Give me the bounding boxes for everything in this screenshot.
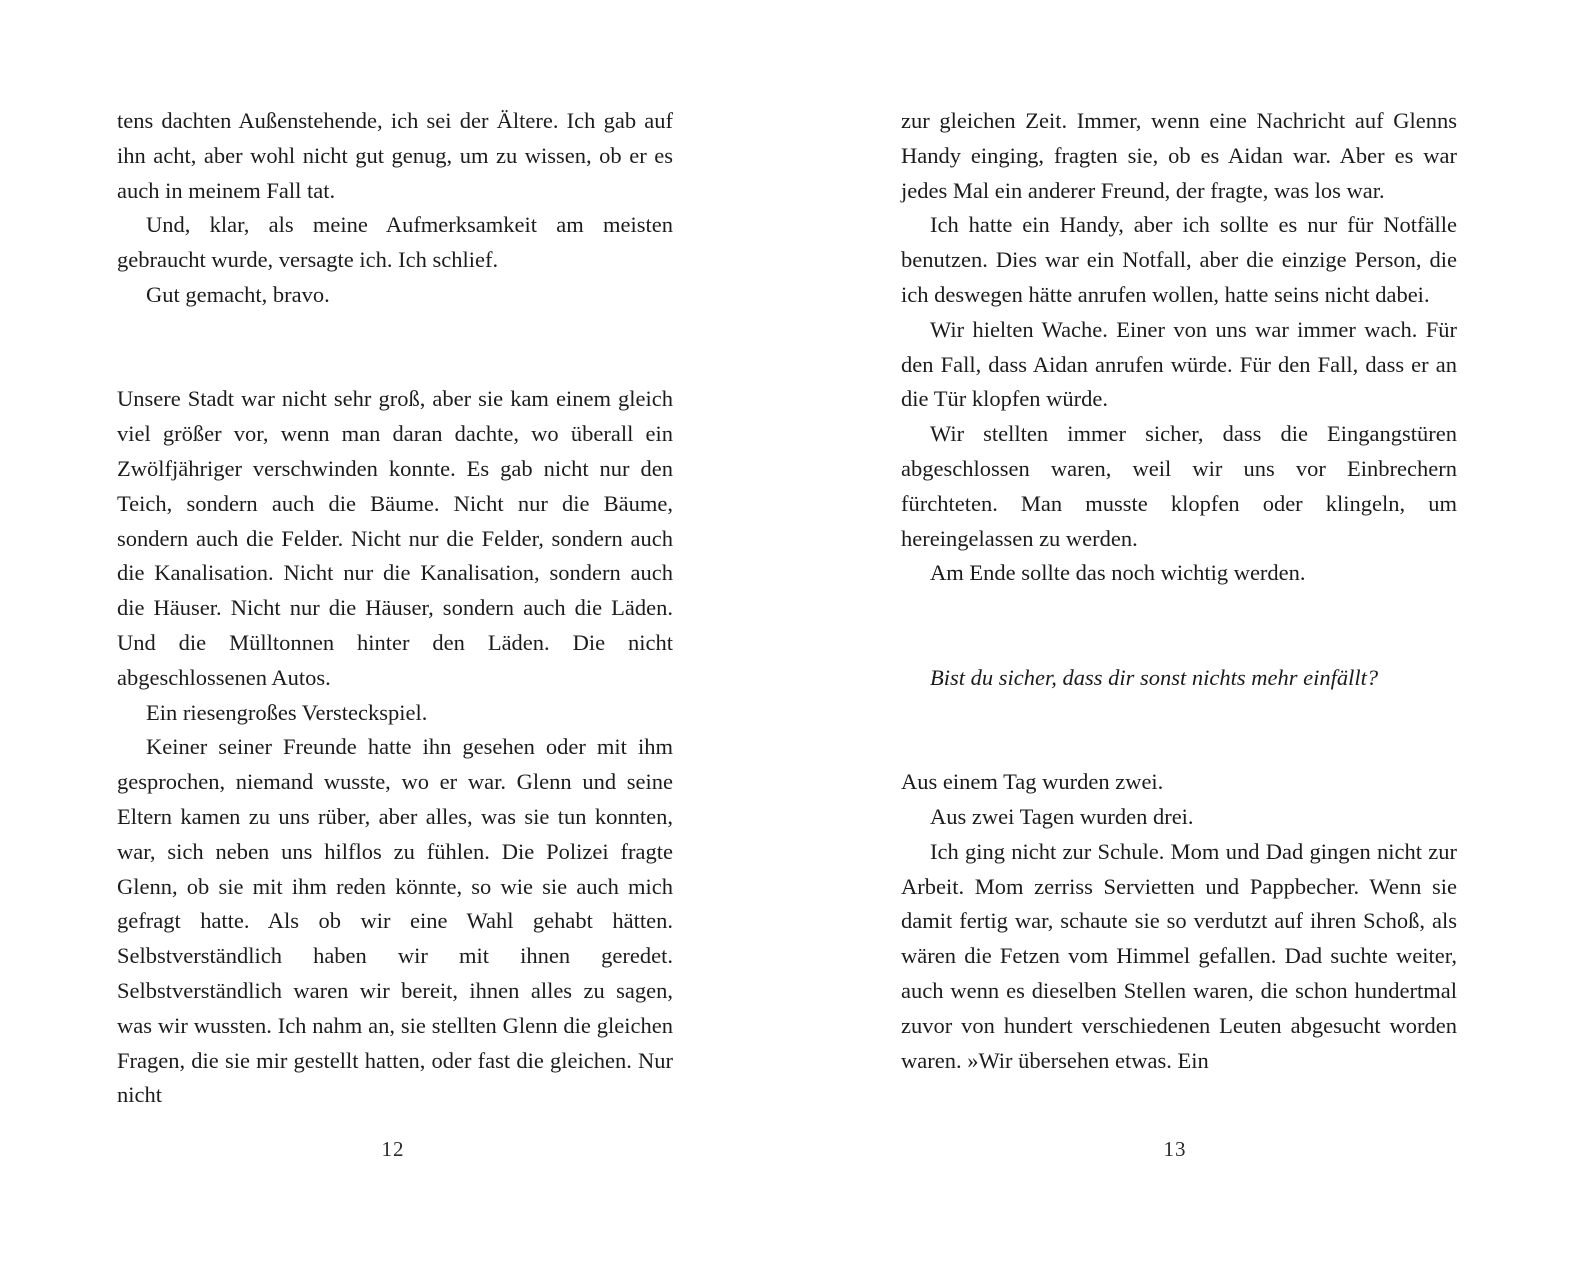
right-page-text: [901, 104, 1457, 1078]
paragraph: Aus einem Tag wurden zwei.: [901, 769, 1164, 795]
paragraph: zur gleichen Zeit. Immer, wenn eine Nachricht auf Glenns Handy einging, fragten sie, ob es Aidan war. Aber es war jedes Mal ein anderer Freund, der fragte, was los war.: [901, 108, 1457, 203]
paragraph: tens dachten Außenstehende, ich sei der Ältere. Ich gab auf ihn acht, aber wohl nicht gut genug, um zu wissen, ob er es auch in meinem Fall tat.: [117, 108, 673, 203]
paragraph: Unsere Stadt war nicht sehr groß, aber sie kam einem gleich viel größer vor, wenn man daran dachte, wo überall ein Zwölfjähriger verschwinden konnte. Es gab nicht nur den Teich, sondern auch die Bäume. Nicht nur die Bäume, sondern auch die Felder. Nicht nur die Felder, sondern auch die Kanalisation. Nicht nur die Kanalisation, sondern auch die Häuser. Nicht nur die Häuser, sondern auch die Läden. Und die Mülltonnen hinter den Läden. Die nicht abgeschlossenen Autos.: [117, 386, 673, 690]
paragraph: Ich ging nicht zur Schule. Mom und Dad gingen nicht zur Arbeit. Mom zerriss Servietten und Pappbecher. Wenn sie damit fertig war, schaute sie so verdutzt auf ihren Schoß, als wären die Fetzen vom Himmel gefallen. Dad suchte weiter, auch wenn es dieselben Stellen waren, die schon hundertmal zuvor von hundert verschiedenen Leuten abgesucht worden waren. »Wir übersehen etwas. Ein: [901, 838, 1457, 1073]
paragraph: Aus zwei Tagen wurden drei.: [930, 803, 1194, 829]
paragraph: Keiner seiner Freunde hatte ihn gesehen oder mit ihm gesprochen, niemand wusste, wo er war. Glenn und seine Eltern kamen zu uns rüber, aber alles, was sie tun konnten, war, sich neben uns hilflos zu fühlen. Die Polizei fragte Glenn, ob sie mit ihm reden könnte, so wie sie auch mich gefragt hatte. Als ob wir eine Wahl gehabt hätten. Selbstverständlich haben wir mit ihnen geredet. Selbstverständlich waren wir bereit, ihnen alles zu sagen, was wir wussten. Ich nahm an, sie stellten Glenn die gleichen Fragen, die sie mir gestellt hatten, oder fast die gleichen. Nur nicht: [117, 734, 673, 1108]
paragraph: Ich hatte ein Handy, aber ich sollte es nur für Notfälle benutzen. Dies war ein Notfall, aber die einzige Person, die ich deswegen hätte anrufen wollen, hatte seins nicht dabei.: [901, 212, 1457, 307]
section-break: [901, 696, 1457, 766]
paragraph: Ein riesengroßes Versteckspiel.: [146, 699, 428, 725]
section-break: [117, 313, 673, 383]
page-number: 13: [1163, 1137, 1187, 1161]
section-break: [901, 591, 1457, 661]
left-page-text: [117, 104, 673, 1113]
page-number: 12: [381, 1137, 405, 1161]
paragraph: Am Ende sollte das noch wichtig werden.: [930, 560, 1306, 586]
paragraph: Wir hielten Wache. Einer von uns war immer wach. Für den Fall, dass Aidan anrufen würde. Für den Fall, dass er an die Tür klopfen würde.: [901, 316, 1457, 412]
italic-interjection: Bist du sicher, dass dir sonst nichts mehr einfällt?: [930, 664, 1379, 690]
paragraph: Gut gemacht, bravo.: [146, 281, 330, 307]
paragraph: Wir stellten immer sicher, dass die Eingangstüren abgeschlossen waren, weil wir uns vor Einbrechern fürchteten. Man musste klopfen oder klingeln, um hereingelassen zu werden.: [901, 421, 1457, 551]
paragraph: Und, klar, als meine Aufmerksamkeit am meisten gebraucht wurde, versagte ich. Ich schlief.: [117, 212, 673, 273]
right-page: [797, 0, 1594, 1270]
